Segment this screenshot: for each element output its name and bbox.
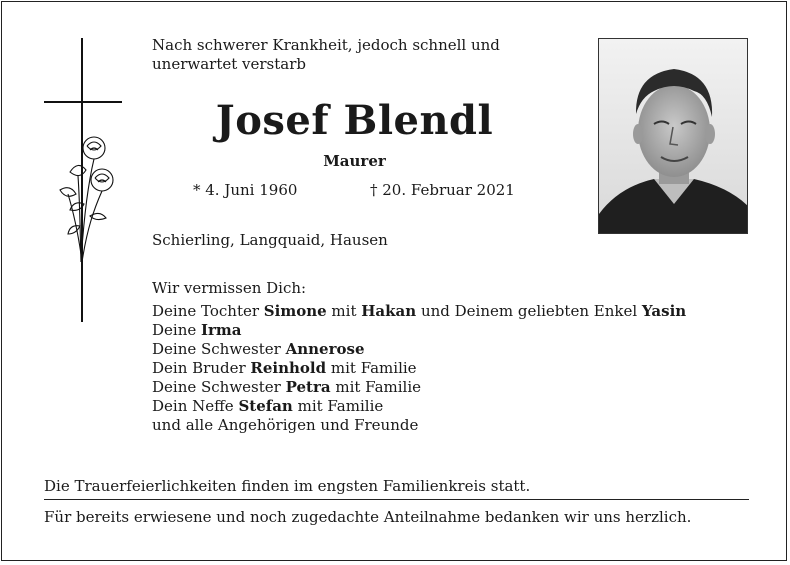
mourner-text: Dein Neffe xyxy=(152,397,239,415)
mourner-text: und Deinem geliebten Enkel xyxy=(416,302,642,320)
mourner-line xyxy=(152,378,686,397)
death-date: † 20. Februar 2021 xyxy=(370,181,515,199)
portrait-photo xyxy=(598,38,748,234)
intro-line: Nach schwerer Krankheit, jedoch schnell und xyxy=(152,36,500,54)
mourner-name: Stefan xyxy=(238,397,293,415)
mourner-line xyxy=(152,340,686,359)
mourner-name: Reinhold xyxy=(250,359,327,377)
mourner-text: Deine Tochter xyxy=(152,302,264,320)
deceased-name: Josef Blendl xyxy=(215,97,494,144)
divider xyxy=(44,499,749,500)
birth-date: * 4. Juni 1960 xyxy=(193,181,298,199)
mourner-lines xyxy=(152,302,687,434)
cross-icon-bar xyxy=(44,101,122,103)
mourner-text: Deine Schwester xyxy=(152,378,286,396)
mourner-text: mit xyxy=(326,302,362,320)
mourner-text: Deine xyxy=(152,321,202,339)
funeral-notice: Die Trauerfeierlichkeiten finden im engsten Familienkreis statt. xyxy=(44,477,531,495)
mourner-name: Irma xyxy=(201,321,242,339)
mourners-list xyxy=(152,279,687,434)
intro-text xyxy=(152,36,500,74)
mourner-name: Petra xyxy=(285,378,331,396)
mourner-text: Dein Bruder xyxy=(152,359,251,377)
occupation: Maurer xyxy=(323,152,386,170)
mourners-heading: Wir vermissen Dich: xyxy=(152,279,307,297)
roses-icon xyxy=(54,134,118,264)
mourner-text: mit Familie xyxy=(326,359,417,377)
mourner-line xyxy=(152,359,686,378)
mourner-line xyxy=(152,302,686,321)
mourner-text: mit Familie xyxy=(330,378,422,396)
places: Schierling, Langquaid, Hausen xyxy=(152,231,388,249)
mourner-name: Simone xyxy=(263,302,327,320)
mourner-line xyxy=(152,397,686,416)
mourner-line xyxy=(152,416,686,435)
mourner-name: Hakan xyxy=(361,302,417,320)
intro-line: unerwartet verstarb xyxy=(152,55,306,73)
thanks-text: Für bereits erwiesene und noch zugedachte Anteilnahme bedanken wir uns herzlich. xyxy=(44,508,692,526)
mourner-name: Yasin xyxy=(641,302,687,320)
obituary-card xyxy=(1,1,787,561)
mourner-text: und alle Angehörigen und Freunde xyxy=(152,416,419,434)
mourner-text: mit Familie xyxy=(292,397,384,415)
mourner-name: Annerose xyxy=(285,340,365,358)
mourner-line xyxy=(152,321,686,340)
mourner-text: Deine Schwester xyxy=(152,340,286,358)
